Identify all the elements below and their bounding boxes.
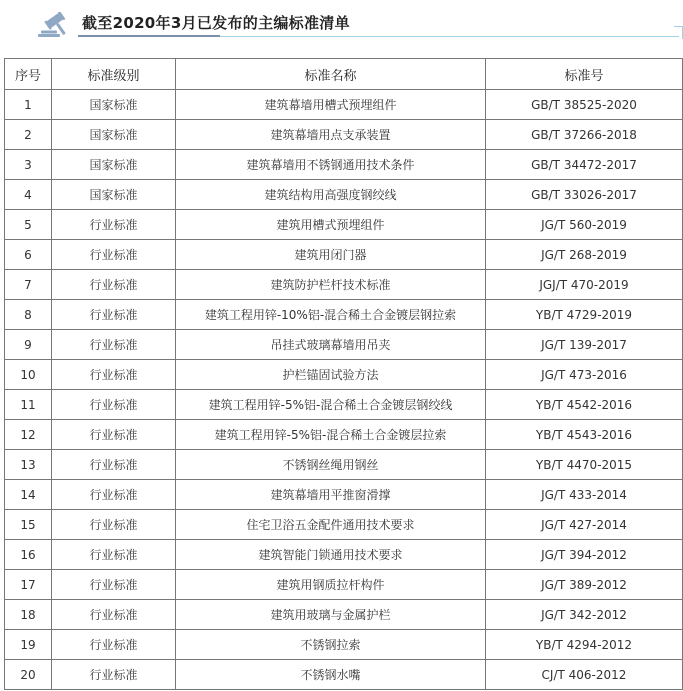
- table-row: [5, 420, 683, 450]
- table-row: [5, 330, 683, 360]
- table-row: [5, 570, 683, 600]
- cell-name: 建筑防护栏杆技术标准: [176, 270, 486, 300]
- cell-level: 行业标准: [52, 330, 176, 360]
- cell-code: YB/T 4470-2015: [486, 450, 683, 480]
- cell-name: 建筑用钢质拉杆构件: [176, 570, 486, 600]
- cell-name: 建筑幕墙用平推窗滑撑: [176, 480, 486, 510]
- cell-code: GB/T 33026-2017: [486, 180, 683, 210]
- column-header-code: 标准号: [486, 59, 683, 90]
- table-row: [5, 390, 683, 420]
- table-row: [5, 660, 683, 690]
- cell-number: 14: [5, 480, 52, 510]
- standards-table-container: [4, 58, 682, 690]
- cell-code: JG/T 394-2012: [486, 540, 683, 570]
- cell-name: 护栏锚固试验方法: [176, 360, 486, 390]
- cell-code: GB/T 34472-2017: [486, 150, 683, 180]
- cell-level: 行业标准: [52, 510, 176, 540]
- cell-level: 行业标准: [52, 570, 176, 600]
- cell-name: 建筑工程用锌-5%铝-混合稀土合金镀层钢绞线: [176, 390, 486, 420]
- cell-code: YB/T 4542-2016: [486, 390, 683, 420]
- table-row: [5, 450, 683, 480]
- title-underline-accent: [78, 35, 220, 37]
- cell-name: 住宅卫浴五金配件通用技术要求: [176, 510, 486, 540]
- cell-code: GB/T 37266-2018: [486, 120, 683, 150]
- cell-code: JG/T 560-2019: [486, 210, 683, 240]
- cell-level: 行业标准: [52, 480, 176, 510]
- cell-number: 16: [5, 540, 52, 570]
- cell-name: 建筑结构用高强度钢绞线: [176, 180, 486, 210]
- cell-number: 1: [5, 90, 52, 120]
- table-row: [5, 90, 683, 120]
- cell-code: YB/T 4729-2019: [486, 300, 683, 330]
- cell-number: 8: [5, 300, 52, 330]
- cell-code: JGJ/T 470-2019: [486, 270, 683, 300]
- gavel-icon: [36, 12, 72, 38]
- cell-level: 行业标准: [52, 660, 176, 690]
- cell-level: 行业标准: [52, 420, 176, 450]
- cell-number: 5: [5, 210, 52, 240]
- table-row: [5, 240, 683, 270]
- cell-level: 行业标准: [52, 300, 176, 330]
- table-row: [5, 120, 683, 150]
- cell-level: 行业标准: [52, 210, 176, 240]
- cell-code: GB/T 38525-2020: [486, 90, 683, 120]
- cell-name: 建筑工程用锌-5%铝-混合稀土合金镀层拉索: [176, 420, 486, 450]
- cell-level: 行业标准: [52, 450, 176, 480]
- cell-code: JG/T 389-2012: [486, 570, 683, 600]
- cell-number: 18: [5, 600, 52, 630]
- cell-level: 行业标准: [52, 390, 176, 420]
- cell-level: 国家标准: [52, 120, 176, 150]
- column-header-level: 标准级别: [52, 59, 176, 90]
- cell-code: JG/T 433-2014: [486, 480, 683, 510]
- cell-name: 不锈钢水嘴: [176, 660, 486, 690]
- cell-name: 不锈钢拉索: [176, 630, 486, 660]
- cell-number: 17: [5, 570, 52, 600]
- cell-name: 建筑用闭门器: [176, 240, 486, 270]
- cell-level: 国家标准: [52, 90, 176, 120]
- cell-name: 建筑用槽式预埋组件: [176, 210, 486, 240]
- table-row: [5, 360, 683, 390]
- cell-number: 15: [5, 510, 52, 540]
- cell-code: JG/T 268-2019: [486, 240, 683, 270]
- cell-number: 20: [5, 660, 52, 690]
- cell-code: YB/T 4294-2012: [486, 630, 683, 660]
- table-row: [5, 180, 683, 210]
- cell-level: 国家标准: [52, 180, 176, 210]
- page-title: 截至2020年3月已发布的主编标准清单: [82, 14, 350, 32]
- cell-number: 19: [5, 630, 52, 660]
- cell-level: 行业标准: [52, 240, 176, 270]
- cell-code: YB/T 4543-2016: [486, 420, 683, 450]
- table-row: [5, 540, 683, 570]
- cell-number: 12: [5, 420, 52, 450]
- table-row: [5, 600, 683, 630]
- cell-name: 建筑幕墙用槽式预埋组件: [176, 90, 486, 120]
- cell-number: 9: [5, 330, 52, 360]
- table-row: [5, 630, 683, 660]
- cell-number: 2: [5, 120, 52, 150]
- cell-level: 行业标准: [52, 270, 176, 300]
- standards-table: [4, 58, 683, 690]
- table-row: [5, 480, 683, 510]
- cell-level: 行业标准: [52, 360, 176, 390]
- column-header-name: 标准名称: [176, 59, 486, 90]
- cell-number: 11: [5, 390, 52, 420]
- table-row: [5, 210, 683, 240]
- cell-number: 13: [5, 450, 52, 480]
- cell-name: 建筑用玻璃与金属护栏: [176, 600, 486, 630]
- cell-code: JG/T 427-2014: [486, 510, 683, 540]
- cell-level: 行业标准: [52, 630, 176, 660]
- cell-number: 4: [5, 180, 52, 210]
- cell-code: JG/T 473-2016: [486, 360, 683, 390]
- cell-name: 吊挂式玻璃幕墙用吊夹: [176, 330, 486, 360]
- cell-name: 建筑幕墙用点支承装置: [176, 120, 486, 150]
- cell-code: CJ/T 406-2012: [486, 660, 683, 690]
- cell-code: JG/T 342-2012: [486, 600, 683, 630]
- cell-level: 行业标准: [52, 540, 176, 570]
- cell-number: 10: [5, 360, 52, 390]
- cell-name: 不锈钢丝绳用钢丝: [176, 450, 486, 480]
- header-corner-decoration: [674, 26, 683, 39]
- cell-number: 3: [5, 150, 52, 180]
- table-row: [5, 510, 683, 540]
- cell-number: 6: [5, 240, 52, 270]
- cell-code: JG/T 139-2017: [486, 330, 683, 360]
- table-row: [5, 300, 683, 330]
- table-header-row: [5, 59, 683, 90]
- table-row: [5, 270, 683, 300]
- cell-name: 建筑幕墙用不锈钢通用技术条件: [176, 150, 486, 180]
- cell-name: 建筑工程用锌-10%铝-混合稀土合金镀层钢拉索: [176, 300, 486, 330]
- cell-name: 建筑智能门锁通用技术要求: [176, 540, 486, 570]
- cell-number: 7: [5, 270, 52, 300]
- cell-level: 行业标准: [52, 600, 176, 630]
- column-header-number: 序号: [5, 59, 52, 90]
- table-row: [5, 150, 683, 180]
- cell-level: 国家标准: [52, 150, 176, 180]
- table-body: [5, 90, 683, 690]
- header: [0, 0, 683, 44]
